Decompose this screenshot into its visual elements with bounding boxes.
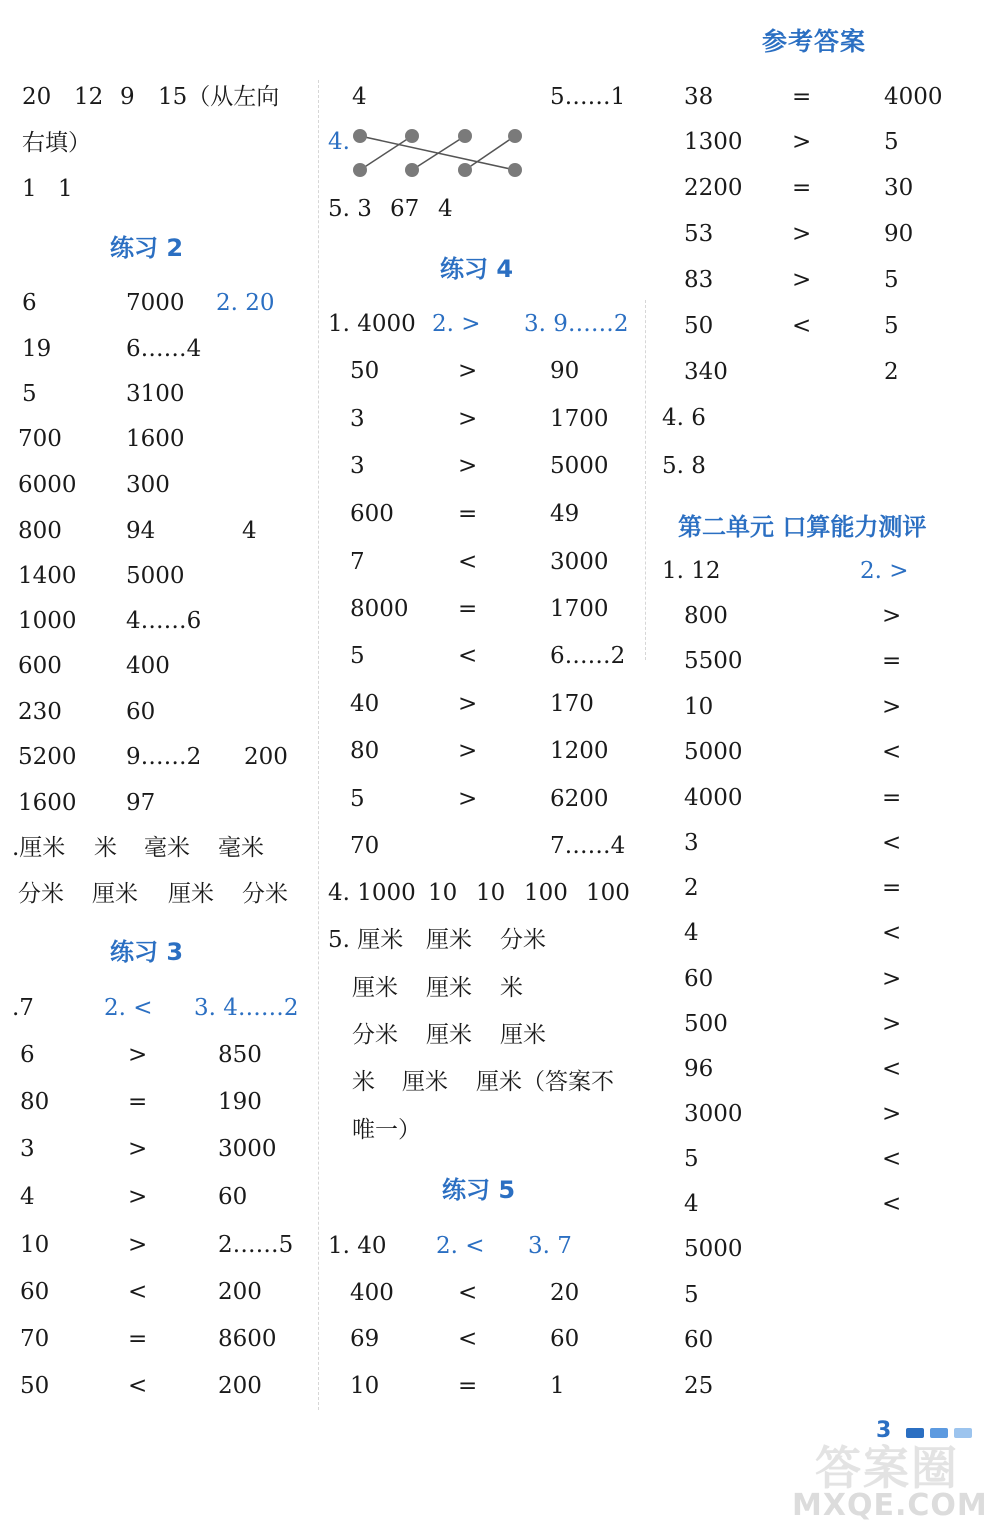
answer-value: 毫米	[218, 835, 264, 861]
answer-value: 1700	[550, 596, 609, 622]
answer-value: 600	[350, 501, 394, 527]
page-header-title: 参考答案	[762, 27, 867, 56]
watermark-logo-text: 答案圈	[815, 1441, 959, 1495]
answer-value: 4.	[328, 129, 350, 155]
answer-value: 6000	[18, 472, 77, 498]
matching-lines	[360, 136, 515, 170]
answer-value: 厘米	[426, 927, 472, 953]
answer-value: 30	[884, 175, 914, 201]
answer-value: 97	[126, 790, 156, 816]
answer-value: >	[458, 453, 478, 479]
answer-value: 40	[350, 691, 380, 717]
answer-value: 厘米	[426, 1022, 472, 1048]
answer-value: 3	[350, 453, 365, 479]
answer-value: 15（从左向	[158, 84, 280, 110]
answer-value: >	[458, 691, 478, 717]
answer-value: 60	[550, 1326, 580, 1352]
answer-value: <	[882, 1191, 902, 1217]
answer-value: 4	[242, 518, 257, 544]
answer-value: 6	[20, 1042, 35, 1068]
answer-value: 80	[350, 738, 380, 764]
answer-value: 10	[20, 1232, 50, 1258]
answer-value: 2……5	[218, 1232, 294, 1258]
answer-value: <	[128, 1279, 148, 1305]
answer-value: 4	[20, 1184, 35, 1210]
answer-value: 83	[684, 267, 714, 293]
answer-value: 69	[350, 1326, 380, 1352]
answer-value: 厘米	[426, 975, 472, 1001]
answer-value: 96	[684, 1056, 714, 1082]
answer-value: 2200	[684, 175, 743, 201]
answer-value: 5. 8	[662, 453, 706, 479]
answer-value: =	[458, 596, 478, 622]
matching-dot	[353, 129, 367, 143]
answer-value: 800	[18, 518, 62, 544]
answer-value: <	[458, 1326, 478, 1352]
answer-value: >	[882, 694, 902, 720]
answer-value: 600	[18, 653, 62, 679]
matching-line	[412, 136, 465, 170]
answer-value: 38	[684, 84, 714, 110]
answer-value: 4……6	[126, 608, 202, 634]
answer-value: 2. >	[432, 311, 481, 337]
answer-value: 1. 40	[328, 1233, 387, 1259]
answer-value: 2. <	[104, 995, 153, 1021]
matching-dot	[508, 129, 522, 143]
answer-value: 100	[586, 880, 630, 906]
section-title-exercise-5: 练习 5	[442, 1176, 516, 1204]
answer-value: 200	[218, 1373, 262, 1399]
answer-value: 5200	[18, 744, 77, 770]
matching-lines-diagram	[350, 118, 530, 178]
answer-value: 60	[20, 1279, 50, 1305]
answer-value: 5500	[684, 648, 743, 674]
column-divider-1	[318, 80, 319, 1410]
answer-value: 8600	[218, 1326, 277, 1352]
answer-value: <	[128, 1373, 148, 1399]
answer-value: 米	[352, 1069, 375, 1095]
answer-value: 3. 9……2	[524, 311, 629, 337]
answer-value: 60	[684, 1327, 714, 1353]
answer-value: >	[458, 738, 478, 764]
answer-value: 5	[350, 786, 365, 812]
answer-value: 厘米	[168, 881, 214, 907]
answer-value: 4	[352, 84, 367, 110]
answer-value: 1600	[18, 790, 77, 816]
answer-value: 3000	[550, 549, 609, 575]
answer-value: <	[882, 1056, 902, 1082]
answer-value: =	[128, 1089, 148, 1115]
answer-value: 米	[500, 975, 523, 1001]
answer-value: 2	[884, 359, 899, 385]
answer-value: 1	[58, 176, 73, 202]
answer-value: 5000	[550, 453, 609, 479]
answer-value: 100	[524, 880, 568, 906]
answer-value: >	[792, 267, 812, 293]
answer-value: 7	[350, 549, 365, 575]
answer-value: <	[882, 739, 902, 765]
answer-value: <	[458, 1280, 478, 1306]
answer-value: 19	[22, 336, 52, 362]
matching-dot	[458, 129, 472, 143]
answer-value: 67	[390, 196, 420, 222]
answer-value: 厘米	[402, 1069, 448, 1095]
answer-value: 10	[684, 694, 714, 720]
answer-value: 340	[684, 359, 728, 385]
answer-value: 米	[94, 835, 117, 861]
answer-value: 5000	[126, 563, 185, 589]
section-title-unit-2-test: 第二单元 口算能力测评	[678, 513, 927, 541]
answer-value: =	[882, 648, 902, 674]
answer-value: 10	[476, 880, 506, 906]
answer-value: 9	[120, 84, 135, 110]
answer-value: =	[458, 501, 478, 527]
answer-value: >	[128, 1042, 148, 1068]
answer-value: 1. 12	[662, 558, 721, 584]
answer-value: 50	[20, 1373, 50, 1399]
answer-value: 7000	[126, 290, 185, 316]
answer-value: 90	[550, 358, 580, 384]
answer-value: 5000	[684, 1236, 743, 1262]
answer-value: 5	[884, 267, 899, 293]
answer-value: <	[458, 643, 478, 669]
answer-value: =	[792, 175, 812, 201]
answer-value: 500	[684, 1011, 728, 1037]
answer-value: 200	[244, 744, 288, 770]
answer-value: 3. 7	[528, 1233, 572, 1259]
answer-value: 2. <	[436, 1233, 485, 1259]
answer-value: 700	[18, 426, 62, 452]
answer-value: 5. 厘米	[328, 927, 404, 953]
answer-value: >	[458, 406, 478, 432]
answer-value: >	[128, 1184, 148, 1210]
answer-value: 6200	[550, 786, 609, 812]
answer-value: 50	[684, 313, 714, 339]
answer-value: 4	[684, 920, 699, 946]
answer-value: 94	[126, 518, 156, 544]
answer-value: 4000	[884, 84, 943, 110]
answer-value: 分米	[500, 927, 546, 953]
matching-dot	[405, 129, 419, 143]
answer-value: >	[792, 221, 812, 247]
matching-dot	[508, 163, 522, 177]
answer-value: 3. 4……2	[194, 995, 299, 1021]
answer-value: 5……1	[550, 84, 626, 110]
answer-value: 3100	[126, 381, 185, 407]
answer-value: <	[882, 1146, 902, 1172]
answer-value: 1700	[550, 406, 609, 432]
answer-value: 5000	[684, 739, 743, 765]
answer-value: 10	[350, 1373, 380, 1399]
answer-value: 3	[350, 406, 365, 432]
answer-value: 4. 6	[662, 405, 706, 431]
answer-value: 分米	[352, 1022, 398, 1048]
answer-value: >	[792, 129, 812, 155]
answer-value: <	[792, 313, 812, 339]
answer-value: 1400	[18, 563, 77, 589]
answer-value: 50	[350, 358, 380, 384]
answer-value: 7……4	[550, 833, 626, 859]
answer-value: 49	[550, 501, 580, 527]
answer-value: 20	[22, 84, 52, 110]
section-title-exercise-3: 练习 3	[110, 938, 184, 966]
answer-value: 厘米	[352, 975, 398, 1001]
answer-value: 70	[350, 833, 380, 859]
answer-value: 1000	[18, 608, 77, 634]
answer-value: <	[882, 920, 902, 946]
answer-value: 2	[684, 875, 699, 901]
answer-value: >	[128, 1136, 148, 1162]
answer-value: 毫米	[144, 835, 190, 861]
answer-value: =	[458, 1373, 478, 1399]
answer-value: <	[458, 549, 478, 575]
answer-value: 2. >	[860, 558, 909, 584]
matching-dot	[353, 163, 367, 177]
answer-value: 5	[350, 643, 365, 669]
answer-value: 12	[74, 84, 104, 110]
answer-value: 1600	[126, 426, 185, 452]
answer-value: >	[882, 1011, 902, 1037]
answer-value: .7	[12, 995, 34, 1021]
watermark-url: MXQE.COM	[792, 1488, 988, 1523]
answer-value: >	[458, 786, 478, 812]
answer-value: 53	[684, 221, 714, 247]
answer-value: 8000	[350, 596, 409, 622]
answer-value: 1300	[684, 129, 743, 155]
answer-value: =	[128, 1326, 148, 1352]
answer-value: 5	[684, 1282, 699, 1308]
answer-value: 9……2	[126, 744, 202, 770]
answer-value: 90	[884, 221, 914, 247]
matching-dot	[405, 163, 419, 177]
answer-value: 400	[126, 653, 170, 679]
answer-value: 400	[350, 1280, 394, 1306]
answer-value: =	[792, 84, 812, 110]
answer-value: 4000	[684, 785, 743, 811]
answer-value: >	[882, 603, 902, 629]
answer-value: 5	[884, 129, 899, 155]
matching-dot	[458, 163, 472, 177]
answer-value: 1	[22, 176, 37, 202]
answer-value: 1. 4000	[328, 311, 416, 337]
answer-value: 2. 20	[216, 290, 275, 316]
answer-value: 800	[684, 603, 728, 629]
answer-value: 200	[218, 1279, 262, 1305]
answer-value: 3000	[684, 1101, 743, 1127]
answer-value: 4	[684, 1191, 699, 1217]
answer-value: 6……2	[550, 643, 626, 669]
answer-value: 分米	[242, 881, 288, 907]
answer-value: 厘米	[92, 881, 138, 907]
answer-value: 3	[684, 830, 699, 856]
answer-value: 230	[18, 699, 62, 725]
answer-value: =	[882, 875, 902, 901]
answer-value: 4	[438, 196, 453, 222]
answer-value: 20	[550, 1280, 580, 1306]
column-divider-2	[645, 300, 646, 660]
page-number: 3	[876, 1418, 892, 1443]
answer-value: 60	[218, 1184, 248, 1210]
answer-value: 5	[22, 381, 37, 407]
answer-value: 6……4	[126, 336, 202, 362]
answer-value: 厘米	[500, 1022, 546, 1048]
answer-value: 70	[20, 1326, 50, 1352]
answer-value: 170	[550, 691, 594, 717]
answer-value: >	[128, 1232, 148, 1258]
answer-value: 厘米（答案不	[476, 1069, 614, 1095]
answer-value: 3000	[218, 1136, 277, 1162]
answer-value: 右填）	[22, 130, 91, 156]
answer-value: 1	[550, 1373, 565, 1399]
answer-value: 6	[22, 290, 37, 316]
answer-value: >	[458, 358, 478, 384]
answer-value: =	[882, 785, 902, 811]
answer-value: <	[882, 830, 902, 856]
answer-value: 300	[126, 472, 170, 498]
answer-value: 60	[126, 699, 156, 725]
answer-value: 5	[684, 1146, 699, 1172]
answer-value: 3	[20, 1136, 35, 1162]
answer-value: 10	[428, 880, 458, 906]
answer-value: 1200	[550, 738, 609, 764]
answer-value: 5	[884, 313, 899, 339]
answer-value: 850	[218, 1042, 262, 1068]
section-title-exercise-4: 练习 4	[440, 255, 514, 283]
section-title-exercise-2: 练习 2	[110, 234, 184, 262]
answer-value: 5. 3	[328, 196, 372, 222]
answer-value: 4. 1000	[328, 880, 416, 906]
answer-value: >	[882, 966, 902, 992]
answer-value: 190	[218, 1089, 262, 1115]
answer-value: 唯一）	[352, 1117, 421, 1143]
answer-value: 80	[20, 1089, 50, 1115]
answer-value: 分米	[18, 881, 64, 907]
answer-value: >	[882, 1101, 902, 1127]
answer-value: 25	[684, 1373, 714, 1399]
answer-value: 60	[684, 966, 714, 992]
answer-value: .厘米	[12, 835, 66, 861]
